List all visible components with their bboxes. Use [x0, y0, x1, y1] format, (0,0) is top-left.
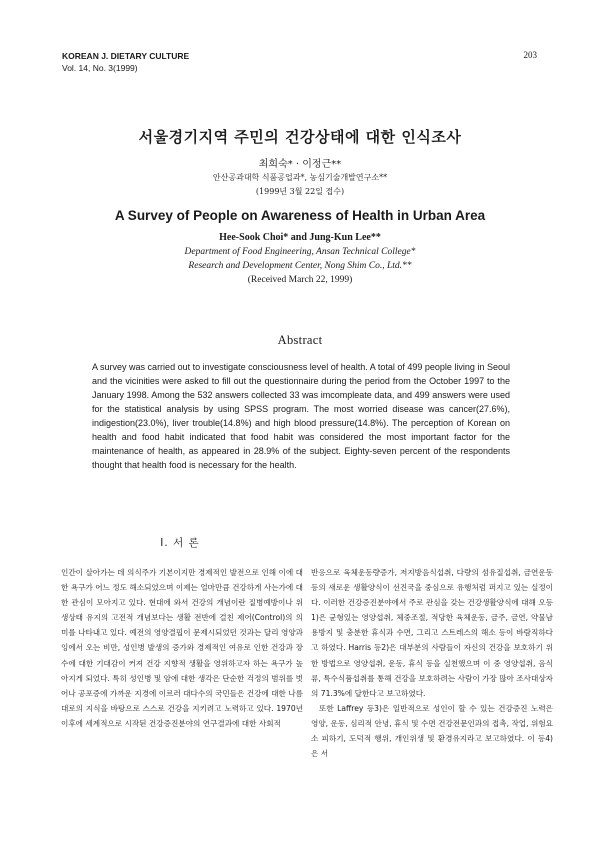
section-heading-introduction: I. 서 론 — [160, 537, 200, 549]
intro-paragraph-2: 반응으로 육체운동량증가, 저지방음식섭취, 다량의 섬유질섭취, 금연운동 등의 새로운 생활양식이 선진국을 중심으로 유행처럼 퍼지고 있는 실정이다. 이러한 건강증진분야에서 주로 관심을 갖는 건강생활양식에 대해 오등1)은 균형있는 영양섭취, 체중조절, 적당한 육체운동, 금주, 금연, 약물남용방지 및 충분한 휴식과 수면, 그리고 스트레스의 해소 등이 바람직하다고 하였다. Harris 등2)은 대부분의 사람들이 자신의 건강을 보호하기 위한 방법으로 영양섭취, 운동, 휴식 등을 실천했으며 이 중 영양섭취, 음식류, 특수식품섭취를 통해 건강을 보호하려는 사람이 가장 많아 조사대상자의 71.3%에 달한다고 보고하였다. — [311, 568, 553, 698]
english-received-date: (Received March 22, 1999) — [247, 275, 353, 285]
intro-paragraph-3: 또한 Laffrey 등3)은 일반적으로 성인이 할 수 있는 건강증진 노력은 영양, 운동, 심리적 안녕, 휴식 및 수면 건강전문인과의 접촉, 작업, 위험요소 피하기, 도덕적 행위, 개인위생 및 환경유지라고 보고하였다. 이 등4)은 서 — [311, 703, 553, 759]
journal-name: KOREAN J. DIETARY CULTURE — [62, 51, 190, 61]
korean-affiliation: 안산공과대학 식품공업과*, 농심기술개발연구소** — [212, 173, 388, 182]
abstract-text: A survey was carried out to investigate consciousness level of health. A total of 499 people living in Seoul and the vicinities were asked to fill out the questionnaire during the period from the October 1997 to the January 1998. Among the 532 answers collected 33 was imcompleate data, and 499 answers were used for the statistical analysis by using SPSS program. The most worried disease was cancer(27.6%), indigestion(23.0%), liver trouble(14.8%) and high blood pressure(14.8%). The perception of Korean on health and food habit indicated that food habit was considered the most important factor for the maintenance of health, as appeared in 28.9% of the subject. Eighty-seven percent of the respondents thought that health food is necessary for the health. — [92, 362, 510, 470]
korean-title: 서울경기지역 주민의 건강상태에 대한 인식조사 — [138, 128, 462, 146]
page-number: 203 — [523, 50, 537, 60]
korean-authors: 최희숙* · 이정근** — [258, 159, 342, 170]
body-column-left — [61, 565, 303, 731]
body-column-right — [311, 565, 553, 761]
english-department: Department of Food Engineering, Ansan Technical College* — [184, 247, 416, 257]
english-rnd-center: Research and Development Center, Nong Shim Co., Ltd.** — [188, 261, 412, 271]
journal-info — [62, 50, 189, 74]
korean-received-date: (1999년 3월 22일 접수) — [255, 187, 345, 196]
english-authors: Hee-Sook Choi* and Jung-Kun Lee** — [219, 232, 381, 243]
abstract-heading: Abstract — [277, 333, 323, 347]
journal-volume: Vol. 14, No. 3(1999) — [62, 63, 138, 73]
english-title: A Survey of People on Awareness of Health in Urban Area — [114, 208, 486, 223]
intro-paragraph-1: 인간이 살아가는 데 의식주가 기본이지만 경제적인 발전으로 인해 이에 대한 욕구가 어느 정도 해소되었으며 이제는 얼마만큼 건강하게 사는가에 대한 관심이 모아지고 있다. 현대에 와서 건강의 개념이란 질병예방이나 위생상태 유지의 고전적 개념보다는 생활 전반에 걸친 제어(Control)의 의미를 나타내고 있다. 예전의 영양결핍이 문제시되었던 것과는 달리 영양과잉에서 오는 비만, 성인병 발생의 증가와 경제적인 여유로 인한 건강과 장수에 대한 기대감이 커져 건강 지향적 생활을 영위하고자 하는 욕구가 높아지게 되었다. 특히 성인병 및 암에 대한 생각은 단순한 걱정의 범위를 벗어나 공포증에 가까운 지경에 이르러 대다수의 국민들은 건강에 대한 나름대로의 지식을 바탕으로 스스로 건강을 지키려고 노력하고 있다. 1970년 이후에 세계적으로 시작된 건강증진분야의 연구결과에 대한 사회적 — [61, 568, 303, 728]
